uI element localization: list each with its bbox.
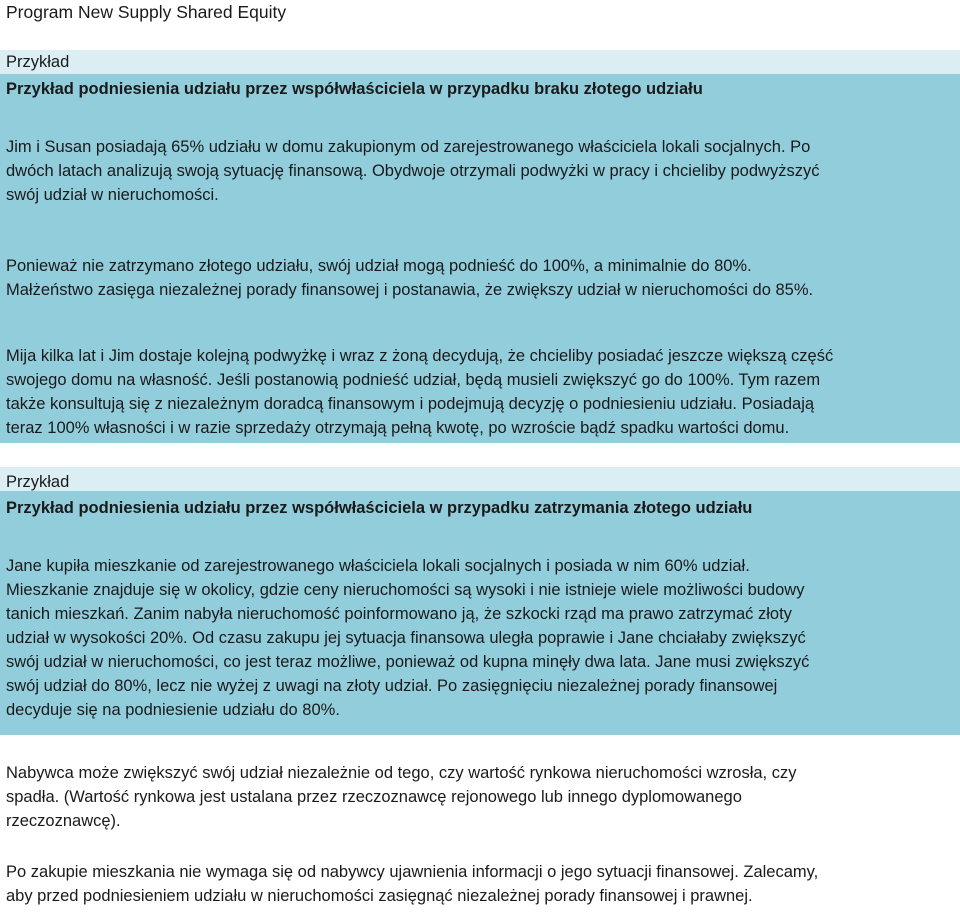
example-1-header-band — [0, 50, 960, 74]
text-line: swojego domu na własność. Jeśli postanowią podnieść udział, będą musieli zwiększyć go do 100%. Tym razem — [6, 371, 821, 389]
example-1-heading: Przykład podniesienia udziału przez współwłaściciela w przypadku braku złotego udziału — [6, 80, 703, 98]
example-1-paragraph-3 — [6, 344, 951, 440]
text-line: Ponieważ nie zatrzymano złotego udziału, swój udział mogą podnieść do 100%, a minimalnie do 80%. — [6, 257, 752, 275]
example-2-kicker: Przykład — [6, 473, 70, 491]
text-line: udział w wysokości 20%. Od czasu zakupu jej sytuacja finansowa uległa poprawie i Jane chciałaby zwiększyć — [6, 629, 806, 647]
example-2-paragraph-1 — [6, 554, 951, 722]
text-line: aby przed podniesieniem udziału w nieruchomości zasięgnąć niezależnej porady finansowej i prawnej. — [6, 887, 753, 905]
text-line: swój udział w nieruchomości. — [6, 186, 219, 204]
text-line: Po zakupie mieszkania nie wymaga się od nabywcy ujawnienia informacji o jego sytuacji finansowej. Zalecamy, — [6, 863, 819, 881]
text-line: Jane kupiła mieszkanie od zarejestrowanego właściciela lokali socjalnych i posiada w nim 60% udział. — [6, 557, 750, 575]
text-line: Jim i Susan posiadają 65% udziału w domu zakupionym od zarejestrowanego właściciela lokali socjalnych. Po — [6, 138, 811, 156]
example-box-2 — [0, 467, 960, 735]
example-box-1 — [0, 50, 960, 443]
text-line: spadła. (Wartość rynkowa jest ustalana przez rzeczoznawcę rejonowego lub innego dyplomowanego — [6, 788, 742, 806]
text-line: teraz 100% własności i w razie sprzedaży otrzymają pełną kwotę, po wzroście bądź spadku wartości domu. — [6, 419, 790, 437]
example-1-paragraph-1 — [6, 135, 951, 207]
text-line: swój udział do 80%, lecz nie wyżej z uwagi na złoty udział. Po zasięgnięciu niezależnej porady finansowej — [6, 677, 778, 695]
example-2-heading: Przykład podniesienia udziału przez współwłaściciela w przypadku zatrzymania złotego udziału — [6, 499, 753, 517]
text-line: Małżeństwo zasięga niezależnej porady finansowej i postanawia, że zwiększy udział w nieruchomości do 85%. — [6, 281, 814, 299]
document-title: Program New Supply Shared Equity — [6, 2, 287, 22]
example-1-kicker: Przykład — [6, 53, 70, 71]
body-paragraph-2 — [6, 860, 951, 908]
text-line: decyduje się na podniesienie udziału do 80%. — [6, 701, 340, 719]
example-1-paragraph-2 — [6, 254, 951, 302]
body-paragraph-1 — [6, 761, 951, 833]
text-line: także konsultują się z niezależnym doradcą finansowym i podejmują decyzję o podniesieniu udziału. Posiadają — [6, 395, 815, 413]
text-line: Mija kilka lat i Jim dostaje kolejną podwyżkę i wraz z żoną decydują, że chcieliby posiadać jeszcze większą część — [6, 347, 834, 365]
text-line: tanich mieszkań. Zanim nabyła nieruchomość poinformowano ją, że szkocki rząd ma prawo zatrzymać złoty — [6, 605, 792, 623]
example-2-header-band — [0, 467, 960, 491]
text-line: Nabywca może zwiększyć swój udział niezależnie od tego, czy wartość rynkowa nieruchomości wzrosła, czy — [6, 764, 797, 782]
text-line: dwóch latach analizują swoją sytuację finansową. Obydwoje otrzymali podwyżki w pracy i chcieliby podwyższyć — [6, 162, 820, 180]
text-line: rzeczoznawcę). — [6, 812, 121, 830]
text-line: Mieszkanie znajduje się w okolicy, gdzie ceny nieruchomości są wysoki i nie istnieje wiele możliwości budowy — [6, 581, 805, 599]
text-line: swój udział w nieruchomości, co jest teraz możliwe, ponieważ od kupna minęły dwa lata. Jane musi zwiększyć — [6, 653, 810, 671]
